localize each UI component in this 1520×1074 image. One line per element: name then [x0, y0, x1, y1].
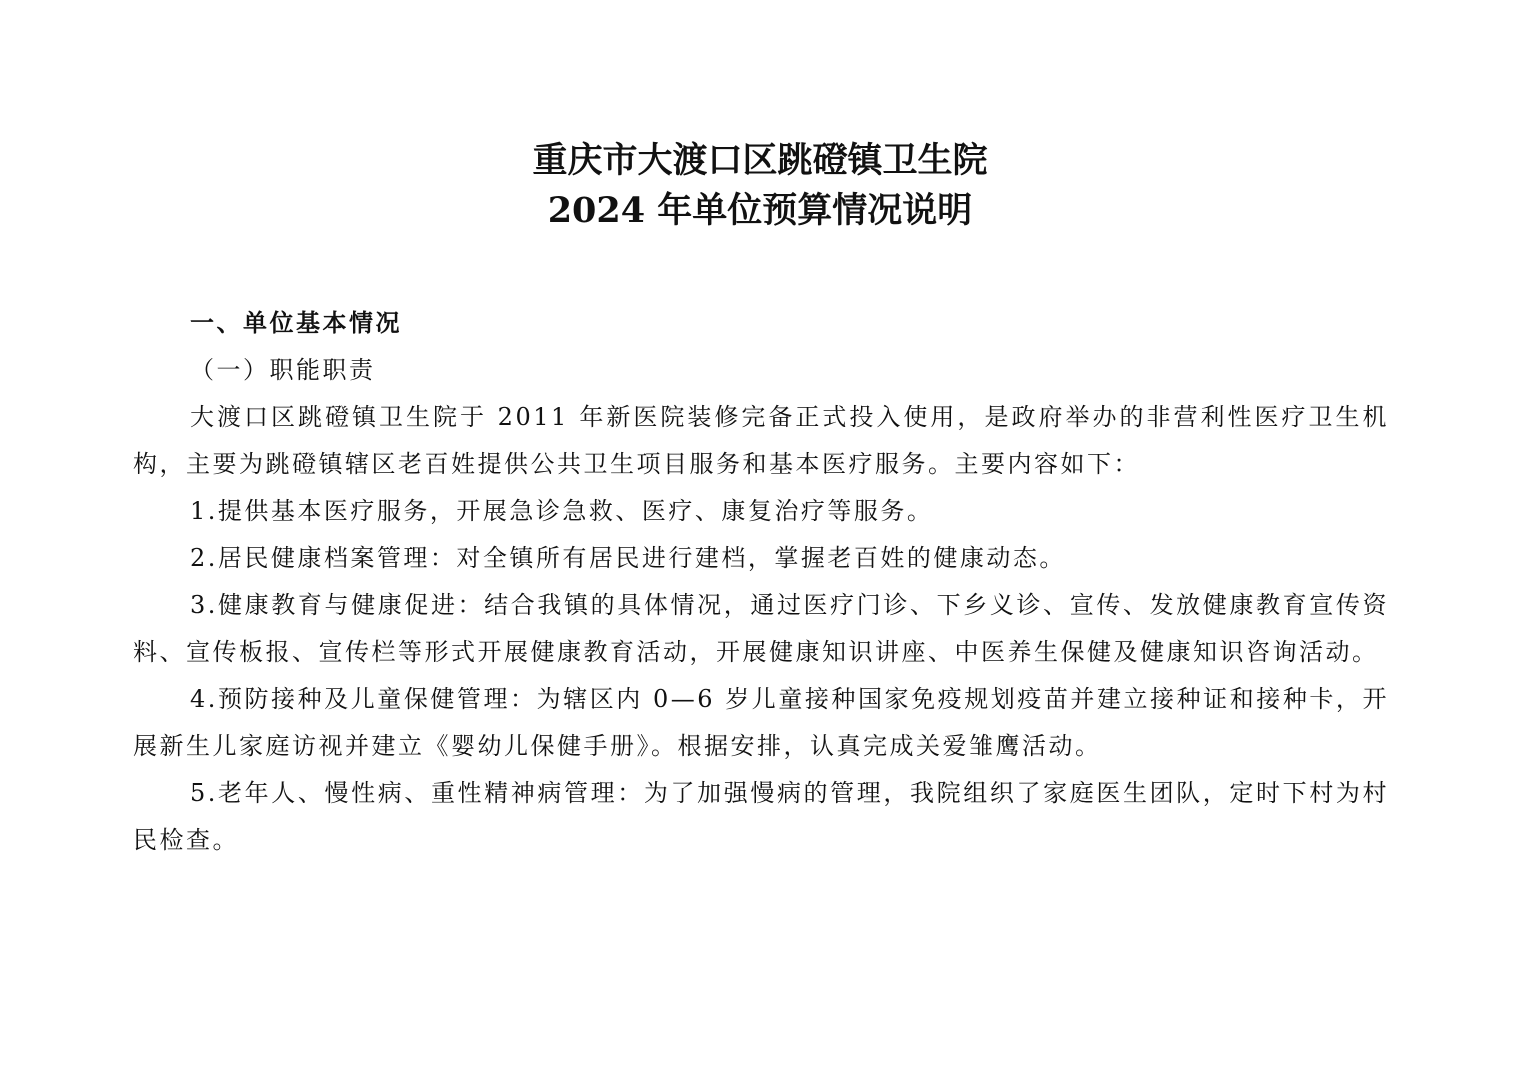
duty-item-4: 4.预防接种及儿童保健管理：为辖区内 0—6 岁儿童接种国家免疫规划疫苗并建立接种证和接种卡，开展新生儿家庭访视并建立《婴幼儿保健手册》。根据安排，认真完成关爱雏鹰活动。: [133, 685, 1389, 760]
duty-item-5: 5.老年人、慢性病、重性精神病管理：为了加强慢病的管理，我院组织了家庭医生团队，定时下村为村民检查。: [133, 779, 1389, 854]
intro-paragraph: 大渡口区跳磴镇卫生院于 2011 年新医院装修完备正式投入使用，是政府举办的非营利性医疗卫生机构，主要为跳磴镇辖区老百姓提供公共卫生项目服务和基本医疗服务。主要内容如下：: [133, 403, 1389, 478]
duty-item-1: 1.提供基本医疗服务，开展急诊急救、医疗、康复治疗等服务。: [190, 497, 934, 525]
title-line-2: 2024 年单位预算情况说明: [547, 190, 973, 231]
subsection-heading: （一）职能职责: [190, 356, 376, 384]
duty-item-3: 3.健康教育与健康促进：结合我镇的具体情况，通过医疗门诊、下乡义诊、宣传、发放健康教育宣传资料、宣传板报、宣传栏等形式开展健康教育活动，开展健康知识讲座、中医养生保健及健康知识咨询活动。: [133, 591, 1389, 666]
duty-item-2: 2.居民健康档案管理：对全镇所有居民进行建档，掌握老百姓的健康动态。: [190, 544, 1066, 572]
section-heading: 一、单位基本情况: [190, 309, 402, 337]
document-body: [133, 300, 1389, 864]
document-title: [0, 136, 1520, 236]
title-line-1: 重庆市大渡口区跳磴镇卫生院: [532, 140, 988, 181]
